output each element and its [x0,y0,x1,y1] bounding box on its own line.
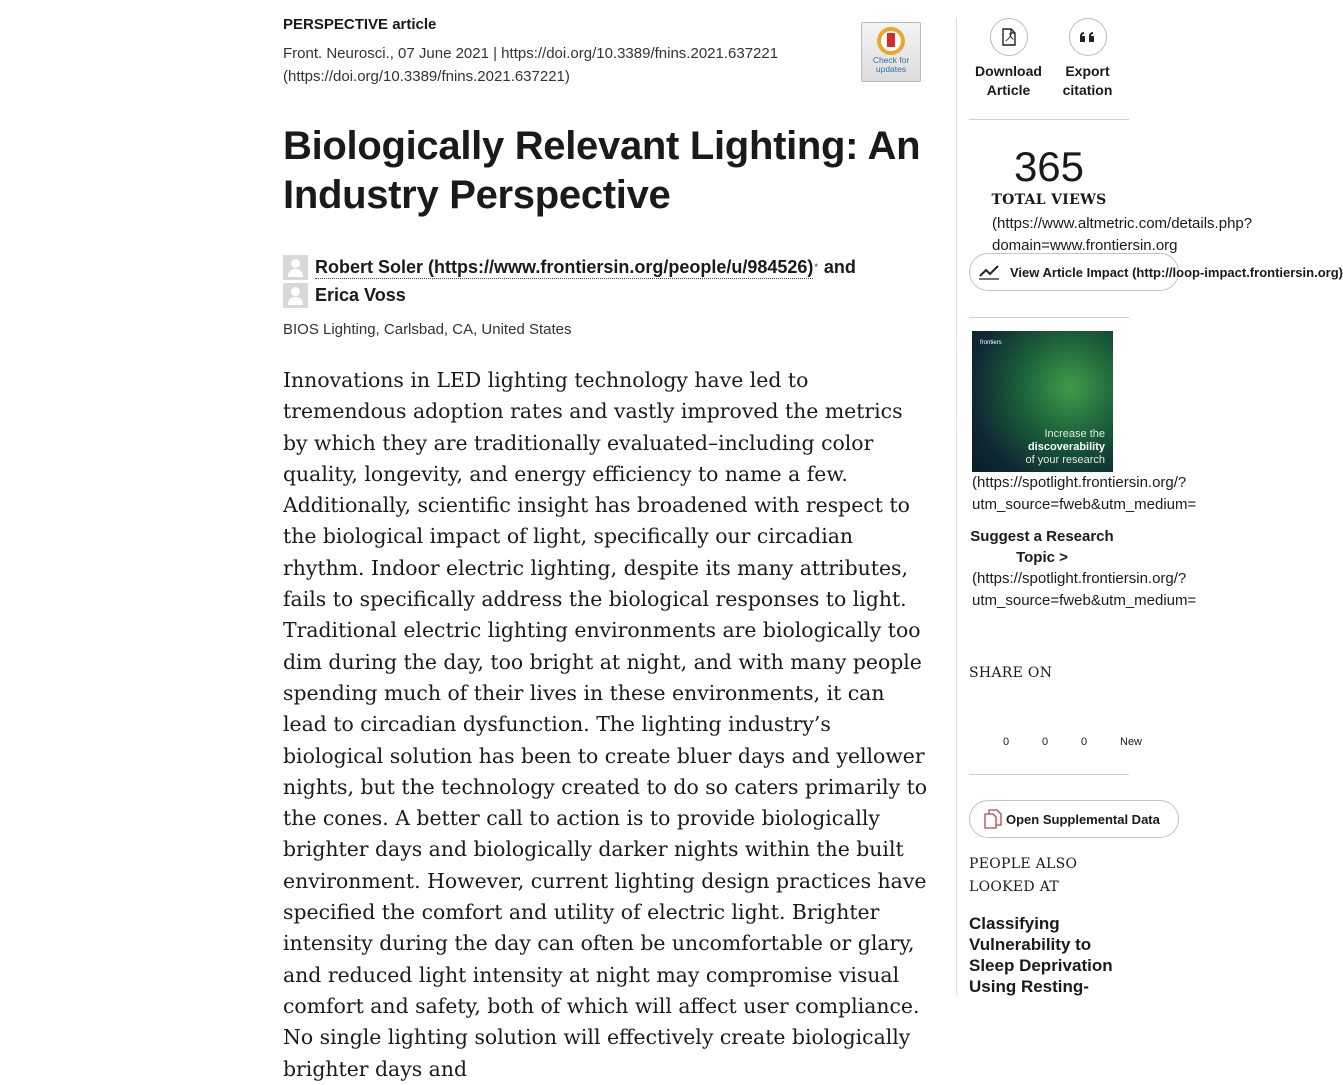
author-name[interactable]: Erica Voss [315,285,406,305]
export-label: Export citation [1062,63,1113,98]
share-counts [1003,736,1209,748]
banner-text: Increase the discoverability of your research [1025,428,1105,466]
avatar [283,255,308,280]
quote-icon [1069,18,1107,56]
view-impact-label: View Article Impact (http://loop-impact.frontiersin.org) [1010,264,1343,280]
views-count: 365 [1013,143,1085,190]
spotlight-link-2-continued[interactable]: utm_source=fweb&utm_medium= [972,592,1197,609]
divider [969,774,1129,775]
altmetric-link-continued[interactable]: domain=www.frontiersin.org [992,237,1178,254]
view-article-impact-button[interactable] [969,253,1343,291]
spotlight-link-2[interactable]: (https://spotlight.frontiersin.org/? [972,570,1187,587]
divider [969,119,1129,120]
check-updates-label: Check for updates [872,55,910,74]
article-actions [969,18,1129,100]
views-block [969,145,1129,208]
author-list [283,253,928,309]
altmetric-link[interactable]: (https://www.altmetric.com/details.php? [992,215,1253,232]
documents-icon [984,809,1002,829]
article-type: PERSPECTIVE article [283,16,437,33]
affiliation: BIOS Lighting, Carlsbad, CA, United States [283,321,572,338]
journal-citation-line[interactable]: Front. Neurosci., 07 June 2021 | https://doi.org/10.3389/fnins.2021.637221 (https://doi.org/10.3389/fnins.2021.637221) [283,45,779,85]
frontiers-logo: frontiers [980,340,1002,346]
share-count-1: 0 [1003,736,1010,748]
corresponding-marker: * [814,262,818,272]
avatar [283,283,308,308]
author-link[interactable]: Robert Soler (https://www.frontiersin.org/people/u/984526) [315,256,814,277]
spotlight-link-continued[interactable]: utm_source=fweb&utm_medium= [972,496,1197,513]
people-also-looked-at-label: PEOPLE ALSO LOOKED AT [969,856,1078,895]
share-count-2: 0 [1042,736,1049,748]
share-count-3: 0 [1081,736,1088,748]
export-citation-button[interactable] [1048,18,1127,100]
suggest-research-topic-link[interactable]: Suggest a Research Topic > [970,528,1114,566]
divider [969,317,1129,318]
abstract-text: Innovations in LED lighting technology have led to tremendous adoption rates and vastly improved the metrics by which they are traditionally evaluated–including color quality, longevity, and energy efficiency to name a few. Additionally, scientific insight has broadened with respect to the biological impact of light, specifically our circadian rhythm. Indoor electric lighting, despite its many attributes, fails to specifically address the biological responses to light. Traditional electric lighting environments are biologically too dim during the day, too bright at night, and with many people spending much of their lives in these environments, it can lead to circadian dysfunction. The lighting industry’s biological solution has been to create bluer days and yellower nights, but the technology created to do so caters primarily to the cones. A better call to action is to provide biologically brighter days and biologically darker nights within the built environment. However, current lighting design practices have specified the comfort and utility of electric light. Brighter intensity during the day can often be uncomfortable or glary, and reduced light intensity at night may compromise visual comfort and safety, both of which will affect user compliance. No single lighting solution will effectively create biologically brighter days and [283,368,928,1081]
column-divider [956,18,957,995]
crossmark-icon [877,27,905,55]
supplemental-label: Open Supplemental Data [1006,811,1160,827]
share-count-new: New [1120,736,1143,748]
author-conjunction: and [823,257,856,277]
trend-chart-icon [978,264,1000,280]
article-main [283,14,928,1085]
download-article-button[interactable] [969,18,1048,100]
pdf-file-icon [990,18,1028,56]
download-label: Download Article [975,63,1042,98]
open-supplemental-data-button[interactable] [969,800,1179,838]
promo-banner-image[interactable] [972,331,1113,472]
sidebar [969,18,1343,997]
spotlight-link[interactable]: (https://spotlight.frontiersin.org/? [972,474,1187,491]
related-article-link[interactable]: Classifying Vulnerability to Sleep Deprivation Using Resting- [969,914,1113,996]
views-label: TOTAL VIEWS [991,192,1107,208]
share-on-label: SHARE ON [969,665,1053,681]
article-title: Biologically Relevant Lighting: An Industry Perspective [283,124,921,217]
check-for-updates-badge[interactable] [861,22,921,82]
